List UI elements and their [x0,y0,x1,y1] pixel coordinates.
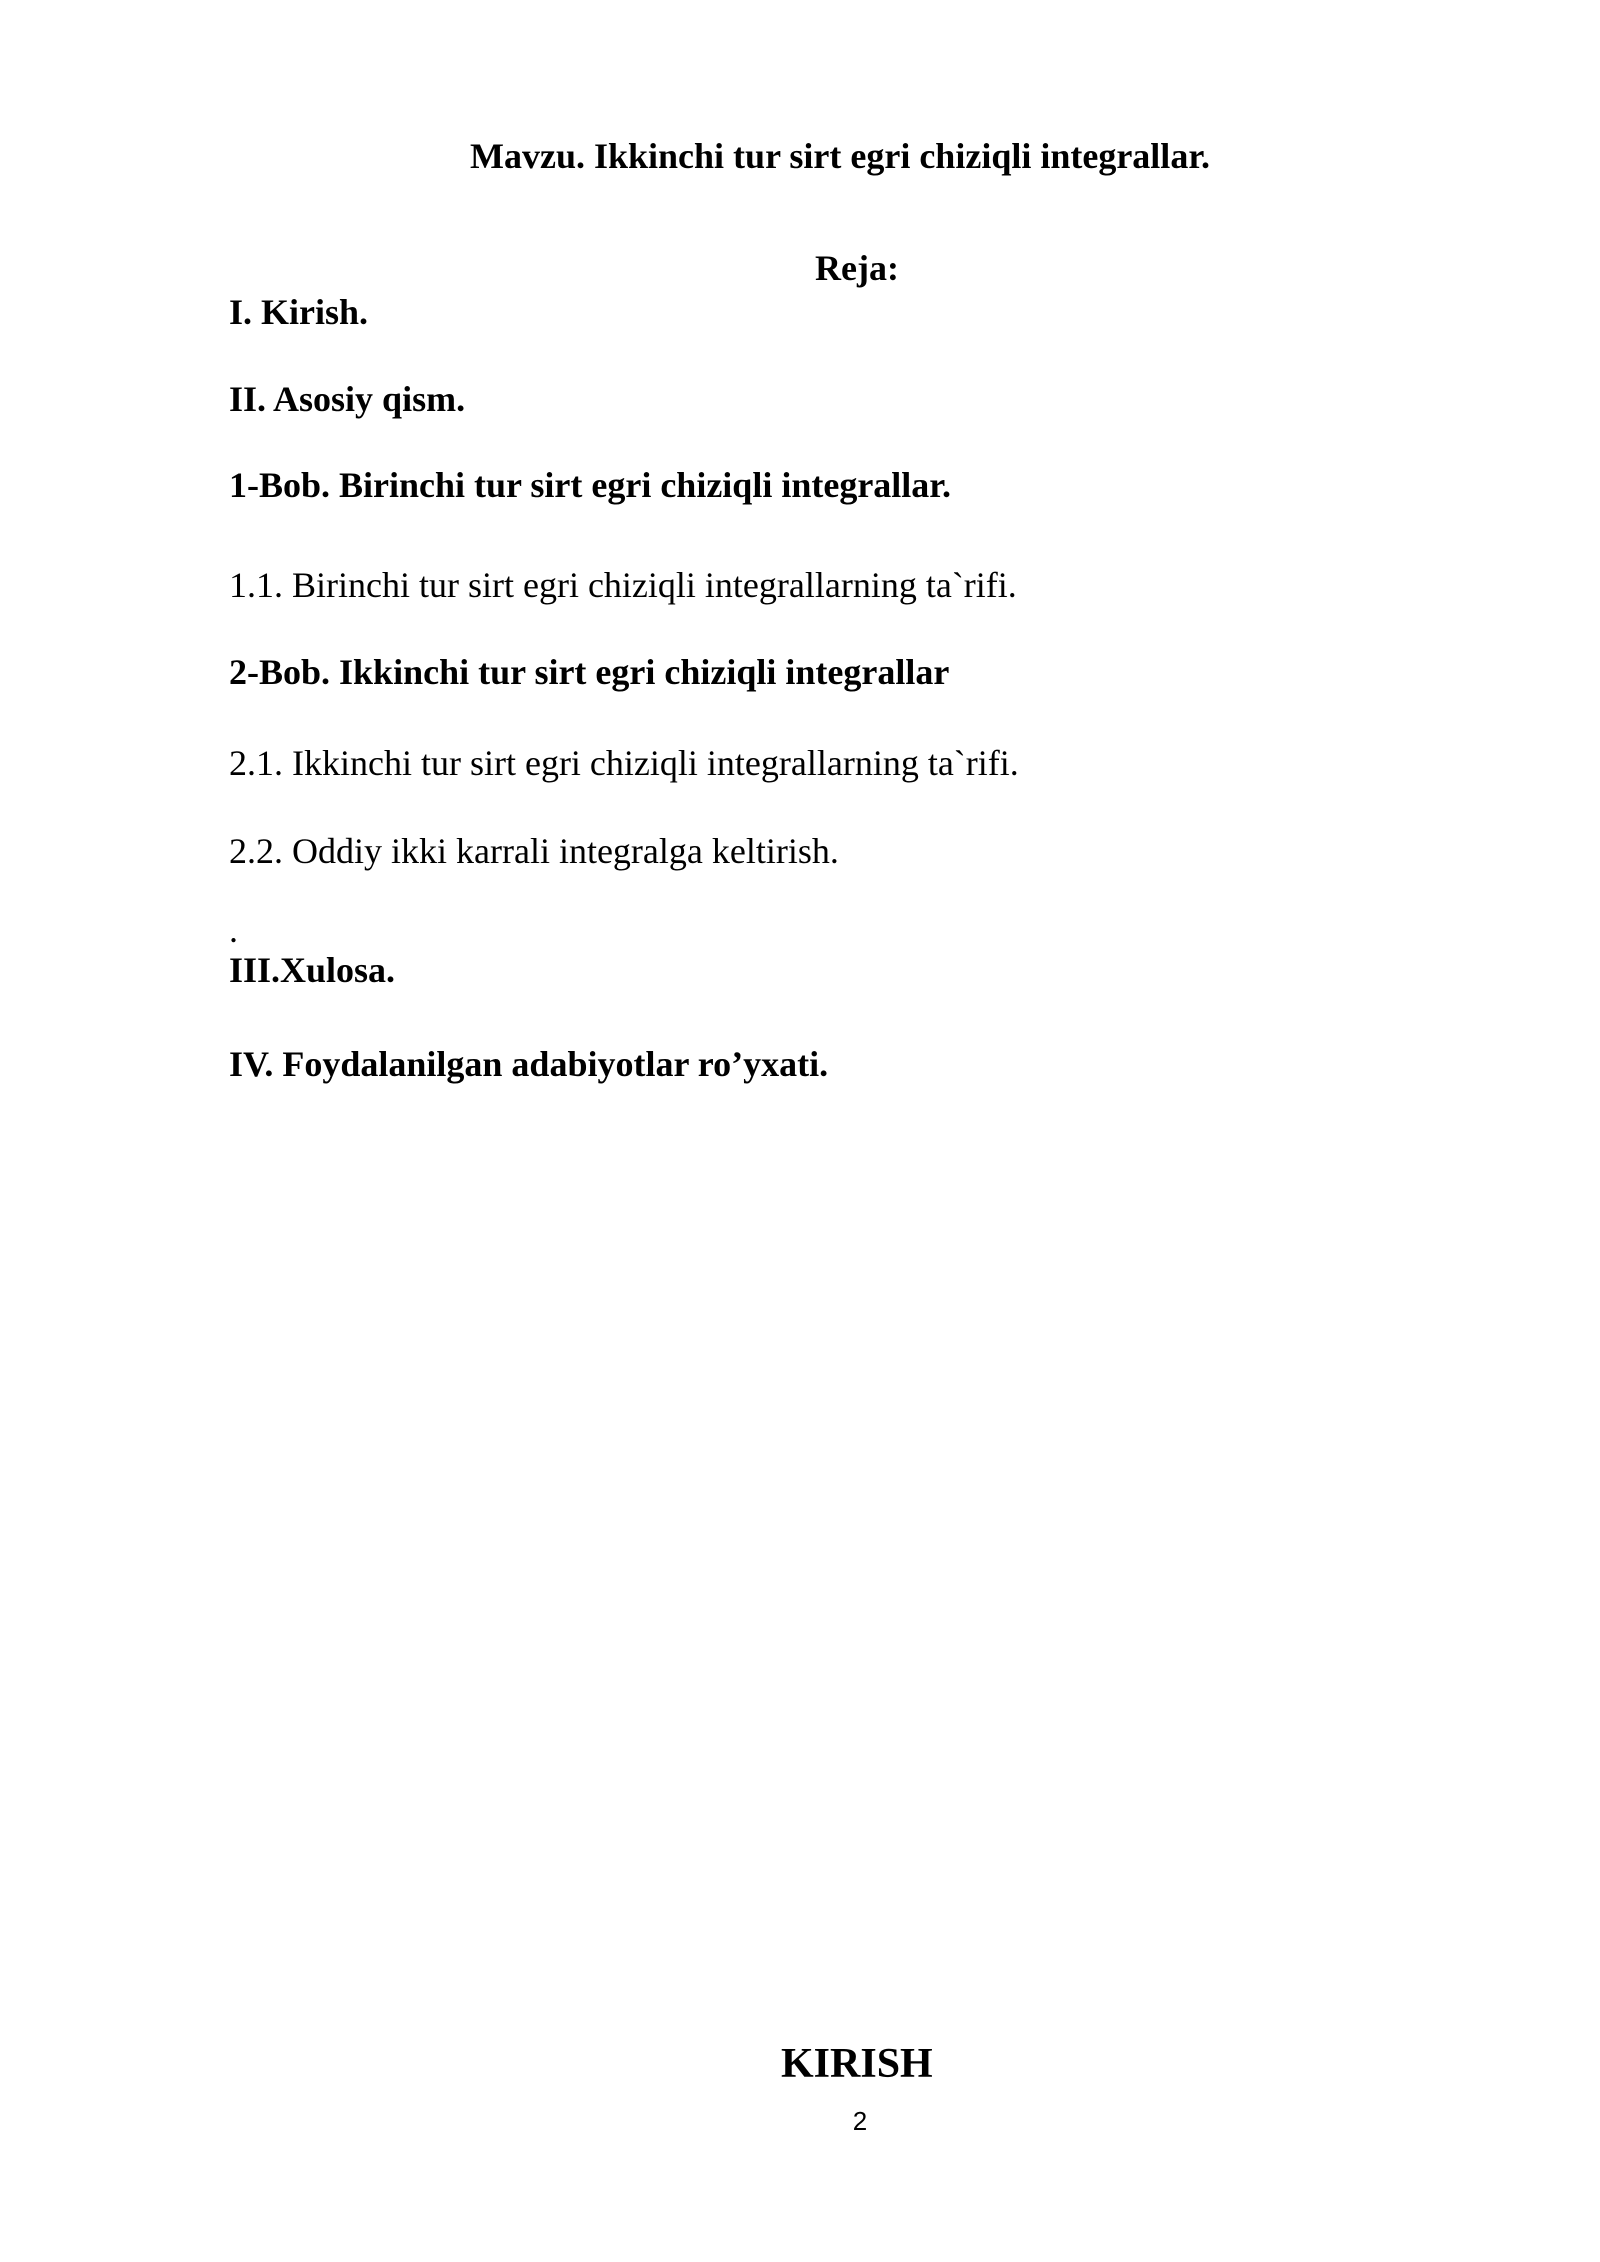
page-number: 2 [852,2106,868,2136]
plan-item-introduction: I. Kirish. [229,292,369,332]
plan-item-section-1-1: 1.1. Birinchi tur sirt egri chiziqli integrallarning ta`rifi. [229,565,1017,605]
plan-item-separator-dot: . [229,910,238,950]
plan-item-section-2-1: 2.1. Ikkinchi tur sirt egri chiziqli integrallarning ta`rifi. [229,743,1019,783]
plan-item-references: IV. Foydalanilgan adabiyotlar ro’yxati. [229,1044,829,1084]
plan-item-section-2-2: 2.2. Oddiy ikki karrali integralga keltirish. [229,831,839,871]
plan-item-conclusion: III.Xulosa. [229,950,396,990]
document-title: Mavzu. Ikkinchi tur sirt egri chiziqli integrallar. [470,136,1210,176]
plan-item-chapter-1: 1-Bob. Birinchi tur sirt egri chiziqli integrallar. [229,465,951,505]
section-heading-introduction: KIRISH [781,2041,933,2087]
plan-heading: Reja: [815,248,899,288]
plan-item-main-part: II. Asosiy qism. [229,379,466,419]
plan-item-chapter-2: 2-Bob. Ikkinchi tur sirt egri chiziqli integrallar [229,652,950,692]
